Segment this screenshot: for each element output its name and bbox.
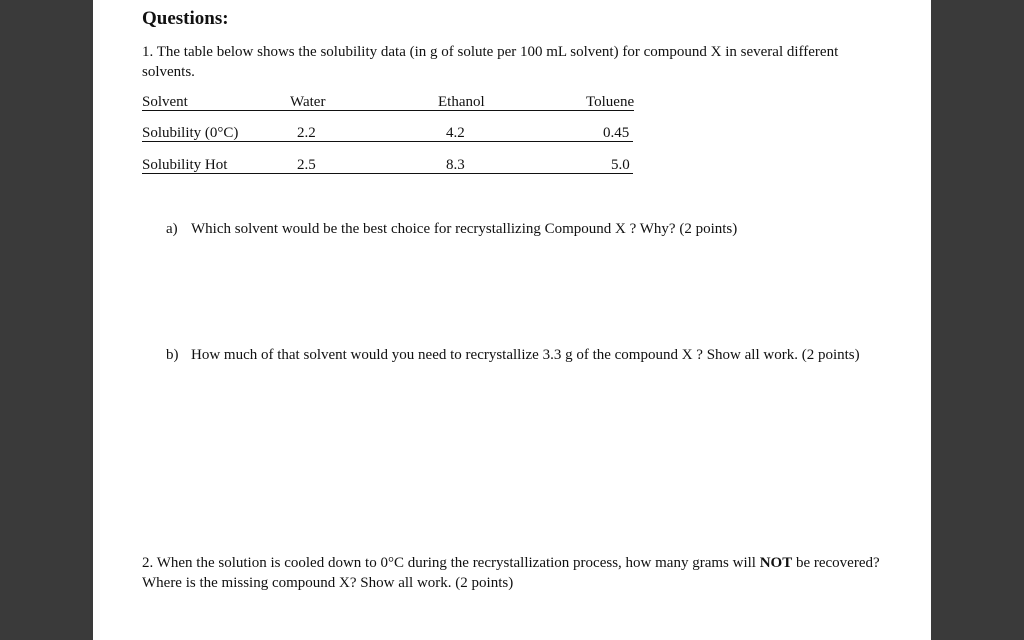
table-row-1-underline <box>142 141 633 142</box>
question-1a-letter: a) <box>166 221 178 237</box>
table-header-underline <box>142 110 634 111</box>
question-2-emphasis: NOT <box>759 555 793 571</box>
table-header-toluene: Toluene <box>586 94 635 110</box>
table-row-2-ethanol: 8.3 <box>446 157 465 173</box>
table-row-2-underline <box>142 173 633 174</box>
question-1b-text: How much of that solvent would you need to recrystallize 3.3 g of the compound X ? Show all work. (2 points) <box>191 347 860 363</box>
question-2-text <box>142 553 887 593</box>
table-row-1-toluene: 0.45 <box>603 125 630 141</box>
table-row-2-toluene: 5.0 <box>611 157 630 173</box>
question-2-text-start: 2. When the solution is cooled down to 0°C during the recrystallization process, how many grams will <box>142 555 760 571</box>
table-header-solvent: Solvent <box>142 94 188 110</box>
question-1a-text: Which solvent would be the best choice for recrystallizing Compound X ? Why? (2 points) <box>191 221 738 237</box>
table-row-1-ethanol: 4.2 <box>446 125 465 141</box>
table-row-2-label: Solubility Hot <box>142 157 228 173</box>
table-header-ethanol: Ethanol <box>438 94 485 110</box>
question-1b-letter: b) <box>166 347 179 363</box>
question-2-text-end: be recovered? Where is the missing compound X? Show all work. (2 points) <box>142 555 880 591</box>
table-row-1-label: Solubility (0°C) <box>142 125 239 141</box>
questions-heading: Questions: <box>142 8 229 29</box>
table-row-2-water: 2.5 <box>297 157 316 173</box>
table-header-water: Water <box>290 94 326 110</box>
question-1-text: 1. The table below shows the solubility data (in g of solute per 100 mL solvent) for compound X in several different solvents. <box>142 44 839 80</box>
table-row-1-water: 2.2 <box>297 125 316 141</box>
document-page <box>93 0 931 640</box>
